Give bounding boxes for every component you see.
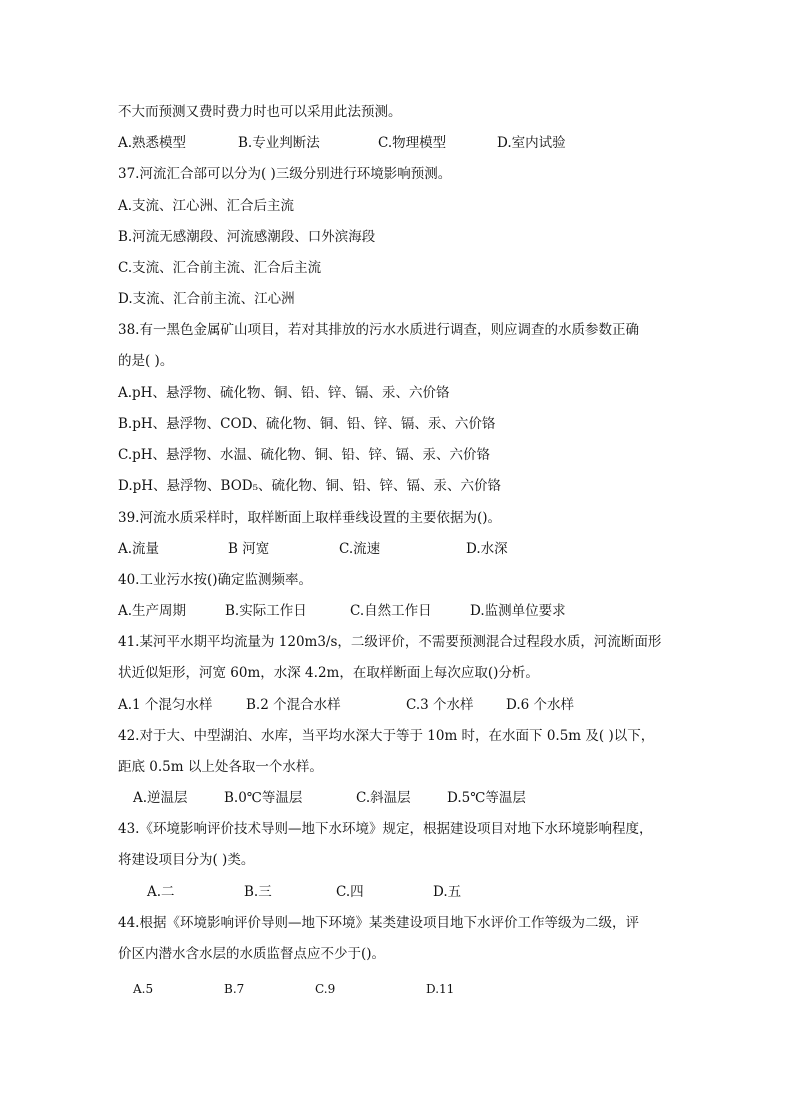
option-d: D.pH、悬浮物、BOD₅、硫化物、铜、铅、锌、镉、汞、六价铬	[118, 478, 502, 494]
question-42-cont: 距底 0.5m 以上处各取一个水样。	[118, 759, 323, 775]
option-b: B 河宽	[228, 541, 270, 557]
option-d: D.5℃等温层	[447, 790, 526, 806]
option-d: D.支流、汇合前主流、江心洲	[118, 291, 295, 307]
option-c: C.四	[336, 884, 364, 900]
question-43: 43.《环境影响评价技术导则—地下水环境》规定，根据建设项目对地下水环境影响程度，	[118, 821, 653, 837]
option-b: B.0℃等温层	[224, 790, 303, 806]
option-d: D.水深	[466, 541, 508, 557]
option-a: A.二	[147, 884, 175, 900]
question-42: 42.对于大、中型湖泊、水库，当平均水深大于等于 10m 时，在水面下 0.5m 及( )以下，	[118, 728, 655, 744]
option-c: C.自然工作日	[350, 603, 432, 619]
option-b: B.7	[224, 982, 245, 996]
text-line: 不大而预测又费时费力时也可以采用此法预测。	[118, 104, 402, 120]
option-d: D.监测单位要求	[470, 603, 566, 619]
option-c: C.3 个水样	[406, 697, 474, 713]
option-b: B.实际工作日	[225, 603, 307, 619]
question-44-cont: 价区内潜水含水层的水质监督点应不少于()。	[118, 946, 386, 962]
option-c: C.9	[315, 982, 336, 996]
option-c: C.流速	[339, 541, 381, 557]
option-c: C.pH、悬浮物、水温、硫化物、铜、铅、锌、镉、汞、六价铬	[118, 447, 491, 463]
question-38: 38.有一黑色金属矿山项目，若对其排放的污水水质进行调查，则应调查的水质参数正确	[118, 322, 639, 338]
question-43-cont: 将建设项目分为( )类。	[118, 852, 255, 868]
option-b: B.河流无感潮段、河流感潮段、口外滨海段	[118, 229, 376, 245]
option-a: A.生产周期	[118, 603, 187, 619]
question-41-cont: 状近似矩形，河宽 60m，水深 4.2m，在取样断面上每次应取()分析。	[118, 665, 539, 681]
question-38-cont: 的是( )。	[118, 353, 174, 369]
option-b: B.pH、悬浮物、COD、硫化物、铜、铅、锌、镉、汞、六价铬	[118, 416, 496, 432]
option-b: B.专业判断法	[238, 135, 320, 151]
option-a: A.1 个混匀水样	[118, 697, 213, 713]
option-d: D.6 个水样	[506, 697, 575, 713]
option-a: A.逆温层	[133, 790, 188, 806]
option-a: A.流量	[118, 541, 160, 557]
question-40: 40.工业污水按()确定监测频率。	[118, 572, 313, 588]
question-41: 41.某河平水期平均流量为 120m3/s，二级评价，不需要预测混合过程段水质，河流断面形	[118, 634, 662, 650]
option-d: D.室内试验	[497, 135, 566, 151]
option-a: A.5	[133, 982, 154, 996]
option-a: A.熟悉模型	[118, 135, 187, 151]
question-39: 39.河流水质采样时，取样断面上取样垂线设置的主要依据为()。	[118, 510, 502, 526]
option-c: C.物理模型	[378, 135, 447, 151]
option-d: D.五	[433, 884, 462, 900]
option-b: B.2 个混合水样	[246, 697, 341, 713]
option-a: A.pH、悬浮物、硫化物、铜、铅、锌、镉、汞、六价铬	[118, 385, 450, 401]
option-d: D.11	[426, 982, 455, 996]
question-37: 37.河流汇合部可以分为( )三级分别进行环境影响预测。	[118, 166, 452, 182]
option-c: C.斜温层	[356, 790, 411, 806]
option-c: C.支流、汇合前主流、汇合后主流	[118, 260, 322, 276]
option-b: B.三	[244, 884, 272, 900]
option-a: A.支流、江心洲、汇合后主流	[118, 198, 295, 214]
question-44: 44.根据《环境影响评价导则—地下环境》某类建设项目地下水评价工作等级为二级，评	[118, 915, 639, 931]
